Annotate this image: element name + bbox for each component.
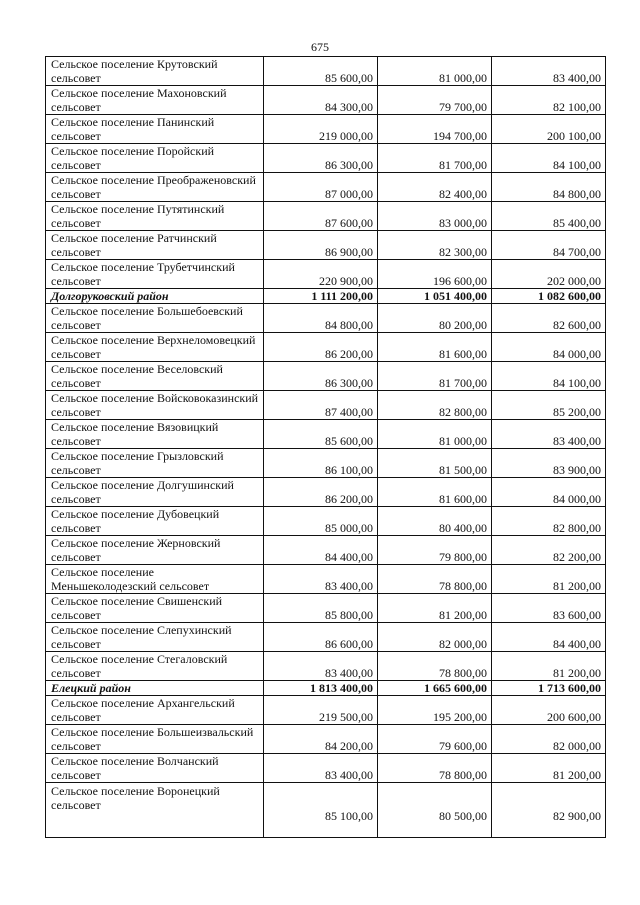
row-name-cell: Сельское поселение Вязовицкий сельсовет — [46, 420, 264, 449]
row-name-cell: Сельское поселение Архангельский сельсовет — [46, 696, 264, 725]
row-name-cell: Сельское поселение Верхнеломовецкий сельсовет — [46, 333, 264, 362]
value-cell-year-3: 85 200,00 — [492, 391, 606, 420]
value-cell-year-3: 83 600,00 — [492, 594, 606, 623]
row-name-cell: Сельское поселение Долгушинский сельсовет — [46, 478, 264, 507]
value-cell-year-3: 82 000,00 — [492, 725, 606, 754]
value-cell-year-3: 81 200,00 — [492, 652, 606, 681]
value-cell-year-1: 85 600,00 — [264, 57, 378, 86]
value-cell-year-2: 81 600,00 — [378, 333, 492, 362]
value-cell-year-1: 83 400,00 — [264, 754, 378, 783]
row-name-cell: Сельское поселение Свишенский сельсовет — [46, 594, 264, 623]
value-cell-year-3: 81 200,00 — [492, 565, 606, 594]
value-cell-year-1: 86 100,00 — [264, 449, 378, 478]
settlement-row — [46, 260, 606, 289]
settlement-row — [46, 536, 606, 565]
value-cell-year-1: 87 000,00 — [264, 173, 378, 202]
value-cell-year-2: 78 800,00 — [378, 652, 492, 681]
value-cell-year-3: 83 400,00 — [492, 57, 606, 86]
value-cell-year-2: 81 600,00 — [378, 478, 492, 507]
value-cell-year-2: 80 400,00 — [378, 507, 492, 536]
settlement-row — [46, 115, 606, 144]
settlement-row — [46, 362, 606, 391]
value-cell-year-3: 1 713 600,00 — [492, 681, 606, 696]
value-cell-year-2: 82 000,00 — [378, 623, 492, 652]
settlement-row — [46, 173, 606, 202]
value-cell-year-2: 81 000,00 — [378, 420, 492, 449]
row-name-cell: Сельское поселение Войсковоказинский сельсовет — [46, 391, 264, 420]
value-cell-year-3: 81 200,00 — [492, 754, 606, 783]
settlement-row — [46, 57, 606, 86]
row-name-cell: Сельское поселение Панинский сельсовет — [46, 115, 264, 144]
settlement-row — [46, 144, 606, 173]
value-cell-year-2: 82 300,00 — [378, 231, 492, 260]
value-cell-year-1: 86 300,00 — [264, 144, 378, 173]
value-cell-year-1: 86 200,00 — [264, 478, 378, 507]
settlement-row — [46, 623, 606, 652]
row-name-cell: Сельское поселение Стегаловский сельсовет — [46, 652, 264, 681]
value-cell-year-2: 78 800,00 — [378, 754, 492, 783]
district-total-row — [46, 289, 606, 304]
settlement-row — [46, 304, 606, 333]
settlement-row — [46, 449, 606, 478]
value-cell-year-3: 84 000,00 — [492, 333, 606, 362]
value-cell-year-2: 78 800,00 — [378, 565, 492, 594]
value-cell-year-2: 81 700,00 — [378, 362, 492, 391]
row-name-cell: Сельское поселение Грызловский сельсовет — [46, 449, 264, 478]
budget-table — [45, 56, 606, 838]
row-name-cell: Сельское поселение Жерновский сельсовет — [46, 536, 264, 565]
settlement-row — [46, 652, 606, 681]
value-cell-year-3: 84 100,00 — [492, 362, 606, 391]
settlement-row — [46, 478, 606, 507]
value-cell-year-1: 1 111 200,00 — [264, 289, 378, 304]
settlement-row — [46, 86, 606, 115]
value-cell-year-1: 84 400,00 — [264, 536, 378, 565]
row-name-cell: Сельское поселение Веселовский сельсовет — [46, 362, 264, 391]
value-cell-year-2: 196 600,00 — [378, 260, 492, 289]
value-cell-year-2: 79 800,00 — [378, 536, 492, 565]
value-cell-year-1: 86 600,00 — [264, 623, 378, 652]
value-cell-year-2: 1 665 600,00 — [378, 681, 492, 696]
settlement-row — [46, 333, 606, 362]
row-name-cell: Сельское поселение Волчанский сельсовет — [46, 754, 264, 783]
value-cell-year-3: 84 100,00 — [492, 144, 606, 173]
value-cell-year-2: 82 800,00 — [378, 391, 492, 420]
settlement-row — [46, 696, 606, 725]
row-name-cell: Сельское поселение Большеизвальский сельсовет — [46, 725, 264, 754]
value-cell-year-1: 85 000,00 — [264, 507, 378, 536]
value-cell-year-3: 200 600,00 — [492, 696, 606, 725]
value-cell-year-2: 81 000,00 — [378, 57, 492, 86]
value-cell-year-2: 195 200,00 — [378, 696, 492, 725]
settlement-row — [46, 391, 606, 420]
value-cell-year-1: 84 200,00 — [264, 725, 378, 754]
row-name-cell: Сельское поселение Путятинский сельсовет — [46, 202, 264, 231]
value-cell-year-2: 194 700,00 — [378, 115, 492, 144]
value-cell-year-3: 84 000,00 — [492, 478, 606, 507]
page-number: 675 — [311, 40, 329, 54]
value-cell-year-3: 83 900,00 — [492, 449, 606, 478]
row-name-cell: Елецкий район — [46, 681, 264, 696]
value-cell-year-2: 1 051 400,00 — [378, 289, 492, 304]
value-cell-year-1: 87 600,00 — [264, 202, 378, 231]
value-cell-year-3: 1 082 600,00 — [492, 289, 606, 304]
value-cell-year-2: 81 200,00 — [378, 594, 492, 623]
value-cell-year-3: 82 200,00 — [492, 536, 606, 565]
value-cell-year-3: 84 400,00 — [492, 623, 606, 652]
value-cell-year-3: 202 000,00 — [492, 260, 606, 289]
value-cell-year-1: 219 000,00 — [264, 115, 378, 144]
settlement-row — [46, 725, 606, 754]
value-cell-year-1: 86 900,00 — [264, 231, 378, 260]
settlement-row — [46, 231, 606, 260]
value-cell-year-3: 85 400,00 — [492, 202, 606, 231]
row-name-cell: Сельское поселение Меньшеколодезский сельсовет — [46, 565, 264, 594]
district-total-row — [46, 681, 606, 696]
row-name-cell: Долгоруковский район — [46, 289, 264, 304]
value-cell-year-1: 86 200,00 — [264, 333, 378, 362]
value-cell-year-1: 219 500,00 — [264, 696, 378, 725]
row-name-cell: Сельское поселение Воронецкий сельсовет — [46, 783, 264, 838]
value-cell-year-3: 82 100,00 — [492, 86, 606, 115]
value-cell-year-3: 84 700,00 — [492, 231, 606, 260]
value-cell-year-1: 85 100,00 — [264, 783, 378, 838]
settlement-row — [46, 783, 606, 838]
value-cell-year-1: 83 400,00 — [264, 565, 378, 594]
value-cell-year-3: 82 900,00 — [492, 783, 606, 838]
row-name-cell: Сельское поселение Большебоевский сельсовет — [46, 304, 264, 333]
row-name-cell: Сельское поселение Ратчинский сельсовет — [46, 231, 264, 260]
settlement-row — [46, 202, 606, 231]
value-cell-year-1: 83 400,00 — [264, 652, 378, 681]
value-cell-year-1: 85 600,00 — [264, 420, 378, 449]
value-cell-year-2: 81 700,00 — [378, 144, 492, 173]
value-cell-year-1: 87 400,00 — [264, 391, 378, 420]
value-cell-year-2: 82 400,00 — [378, 173, 492, 202]
value-cell-year-3: 82 800,00 — [492, 507, 606, 536]
value-cell-year-2: 79 600,00 — [378, 725, 492, 754]
settlement-row — [46, 594, 606, 623]
value-cell-year-1: 84 300,00 — [264, 86, 378, 115]
value-cell-year-3: 82 600,00 — [492, 304, 606, 333]
value-cell-year-2: 83 000,00 — [378, 202, 492, 231]
value-cell-year-3: 83 400,00 — [492, 420, 606, 449]
value-cell-year-1: 220 900,00 — [264, 260, 378, 289]
value-cell-year-1: 1 813 400,00 — [264, 681, 378, 696]
budget-table-body — [46, 57, 606, 838]
value-cell-year-3: 200 100,00 — [492, 115, 606, 144]
settlement-row — [46, 754, 606, 783]
row-name-cell: Сельское поселение Дубовецкий сельсовет — [46, 507, 264, 536]
value-cell-year-2: 81 500,00 — [378, 449, 492, 478]
value-cell-year-1: 86 300,00 — [264, 362, 378, 391]
value-cell-year-1: 84 800,00 — [264, 304, 378, 333]
value-cell-year-2: 80 500,00 — [378, 783, 492, 838]
value-cell-year-3: 84 800,00 — [492, 173, 606, 202]
value-cell-year-2: 79 700,00 — [378, 86, 492, 115]
row-name-cell: Сельское поселение Махоновский сельсовет — [46, 86, 264, 115]
value-cell-year-2: 80 200,00 — [378, 304, 492, 333]
settlement-row — [46, 507, 606, 536]
row-name-cell: Сельское поселение Слепухинский сельсовет — [46, 623, 264, 652]
row-name-cell: Сельское поселение Крутовский сельсовет — [46, 57, 264, 86]
row-name-cell: Сельское поселение Поройский сельсовет — [46, 144, 264, 173]
row-name-cell: Сельское поселение Трубетчинский сельсовет — [46, 260, 264, 289]
settlement-row — [46, 565, 606, 594]
settlement-row — [46, 420, 606, 449]
row-name-cell: Сельское поселение Преображеновский сельсовет — [46, 173, 264, 202]
value-cell-year-1: 85 800,00 — [264, 594, 378, 623]
